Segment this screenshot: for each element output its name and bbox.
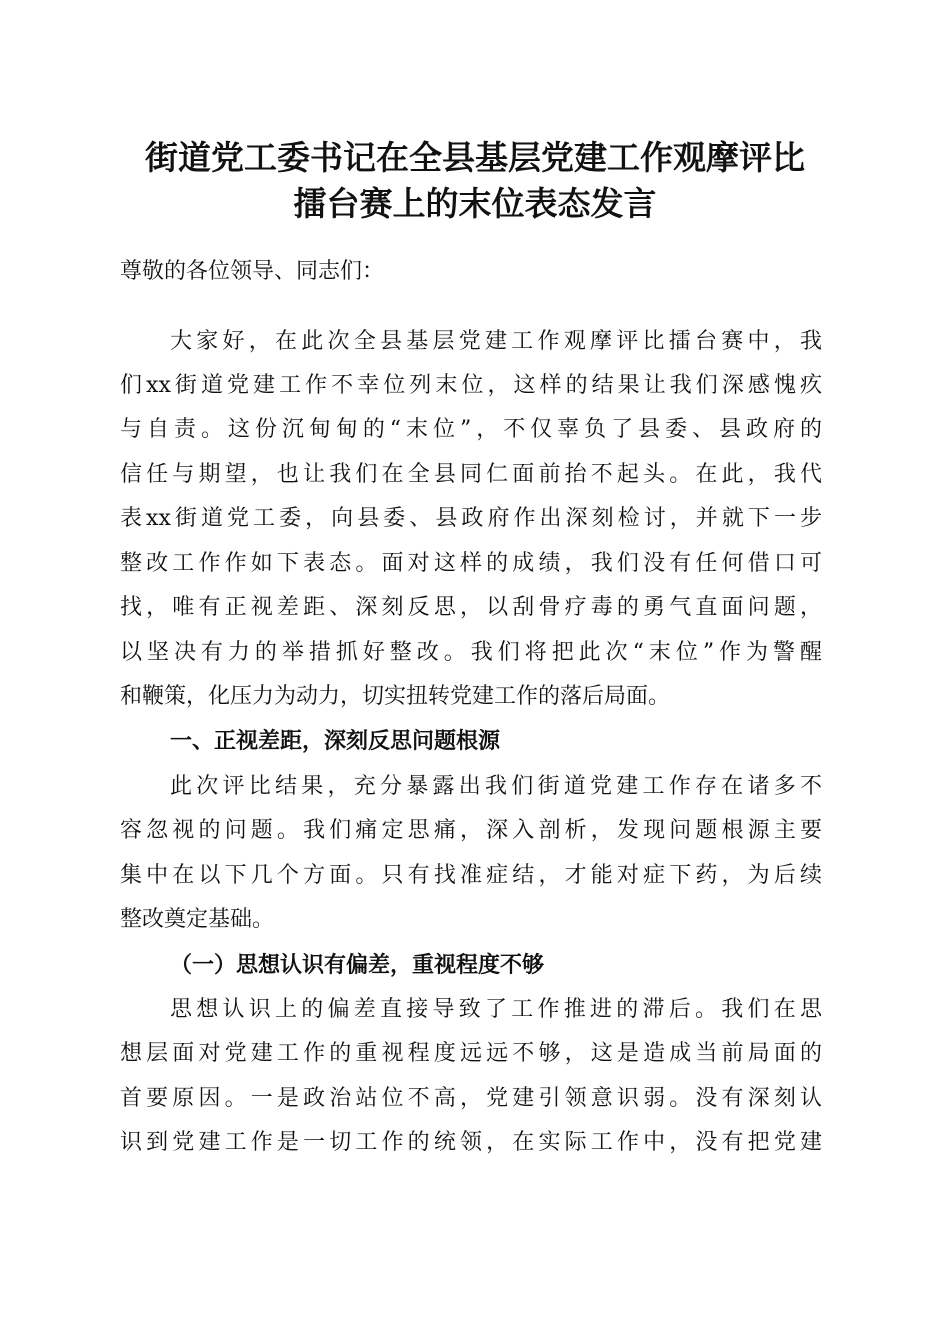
salutation: 尊敬的各位领导、同志们：: [120, 259, 385, 284]
paragraph-2-line: 集中在以下几个方面。只有找准症结，才能对症下药，为后续: [120, 863, 822, 888]
paragraph-1-line: 表xx街道党工委，向县委、县政府作出深刻检讨，并就下一步: [120, 506, 822, 531]
subsection-1-heading: （一）思想认识有偏差，重视程度不够: [170, 952, 545, 978]
paragraph-1-line: 和鞭策，化压力为动力，切实扭转党建工作的落后局面。: [120, 684, 671, 709]
paragraph-3-line: 识到党建工作是一切工作的统领，在实际工作中，没有把党建: [120, 1130, 822, 1155]
paragraph-3-line: 想层面对党建工作的重视程度远远不够，这是造成当前局面的: [120, 1041, 822, 1066]
section-1-heading: 一、正视差距，深刻反思问题根源: [170, 729, 501, 754]
paragraph-2-line: 此次评比结果，充分暴露出我们街道党建工作存在诸多不: [170, 774, 822, 799]
paragraph-1-line: 整改工作作如下表态。面对这样的成绩，我们没有任何借口可: [120, 551, 822, 576]
paragraph-2-line: 容忽视的问题。我们痛定思痛，深入剖析，发现问题根源主要: [120, 818, 822, 843]
document-title-line-1: 街道党工委书记在全县基层党建工作观摩评比: [145, 138, 805, 177]
paragraph-1-line: 大家好，在此次全县基层党建工作观摩评比擂台赛中，我: [170, 329, 822, 354]
paragraph-1-line: 以坚决有力的举措抓好整改。我们将把此次“末位”作为警醒: [120, 640, 822, 665]
document-title-line-2: 擂台赛上的末位表态发言: [293, 184, 657, 223]
paragraph-1-line: 信任与期望，也让我们在全县同仁面前抬不起头。在此，我代: [120, 462, 822, 487]
paragraph-3-line: 首要原因。一是政治站位不高，党建引领意识弱。没有深刻认: [120, 1086, 822, 1111]
paragraph-2-line: 整改奠定基础。: [120, 907, 275, 932]
paragraph-1-line: 找，唯有正视差距、深刻反思，以刮骨疗毒的勇气直面问题，: [120, 595, 822, 620]
paragraph-3-line: 思想认识上的偏差直接导致了工作推进的滞后。我们在思: [170, 997, 822, 1022]
paragraph-1-line: 们xx街道党建工作不幸位列末位，这样的结果让我们深感愧疚: [120, 373, 822, 398]
paragraph-1-line: 与自责。这份沉甸甸的“末位”，不仅辜负了县委、县政府的: [120, 417, 822, 442]
